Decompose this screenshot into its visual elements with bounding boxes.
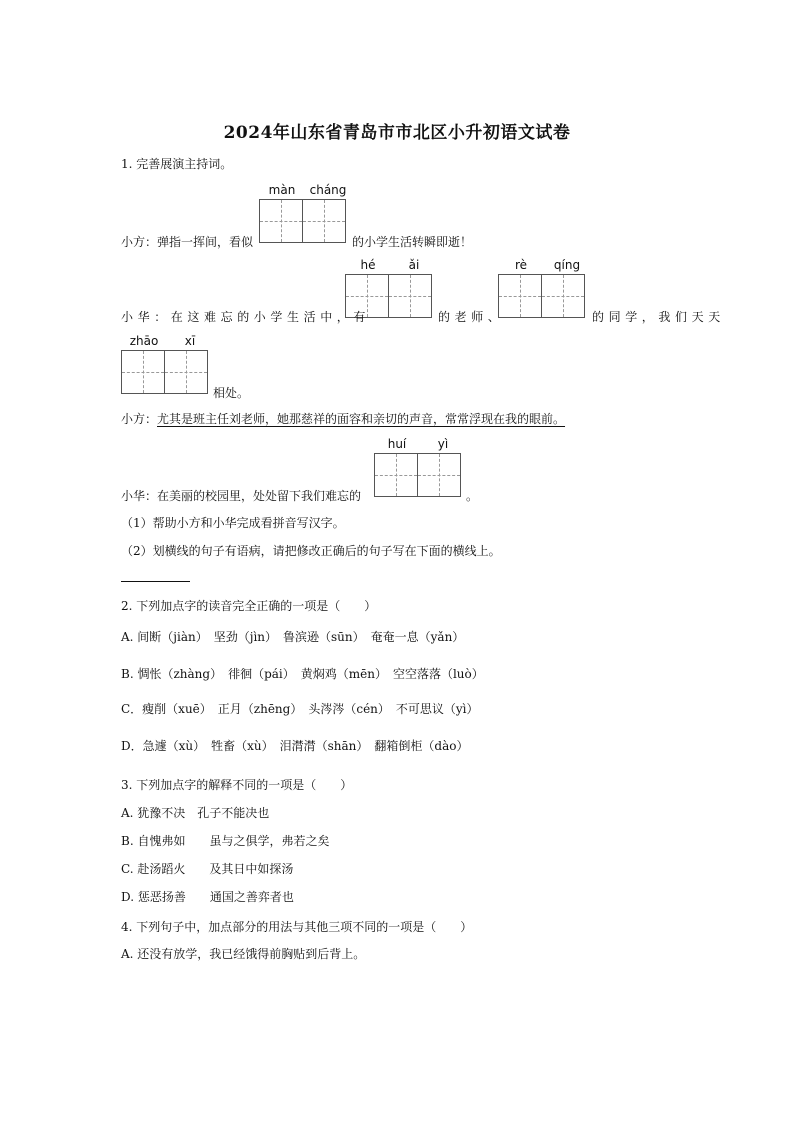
q1-line5-after: 。 [466,489,479,503]
q4-option-a[interactable]: A. 还没有放学，我已经饿得前胸贴到后背上。 [121,947,366,961]
q1-line4 [121,410,565,427]
pinyin-label: cháng [309,183,347,197]
question-3-stem: 3. 下列加点字的解释不同的一项是（ ） [121,778,353,792]
q1-line3-after: 相处。 [213,386,250,400]
tianzige-input-4[interactable] [121,350,207,394]
pinyin-label: ǎi [408,258,420,272]
pinyin-label: màn [268,183,296,197]
pinyin-label: yì [437,437,449,451]
q1-line5-before: 小华：在美丽的校园里，处处留下我们难忘的 [121,489,362,503]
tianzige-cell[interactable] [417,453,461,497]
question-2-stem: 2. 下列加点字的读音完全正确的一项是（ ） [121,599,377,613]
tianzige-input-1[interactable] [259,199,345,243]
q3-option-d[interactable]: D. 惩恶扬善 通国之善弈者也 [121,890,294,904]
q1-line2-part2: 的老师、 [438,310,505,324]
tianzige-cell[interactable] [498,274,542,318]
tianzige-cell[interactable] [374,453,418,497]
pinyin-label: rè [514,258,528,272]
q3-option-a[interactable]: A. 犹豫不决 孔子不能决也 [121,806,270,820]
page-title: 2024年山东省青岛市市北区小升初语文试卷 [223,123,571,143]
answer-blank-line[interactable] [121,581,190,582]
tianzige-cell[interactable] [302,199,346,243]
tianzige-input-3[interactable] [498,274,584,318]
pinyin-label: hé [360,258,376,272]
question-4-stem: 4. 下列句子中，加点部分的用法与其他三项不同的一项是（ ） [121,920,473,934]
pinyin-label: qíng [553,258,581,272]
tianzige-cell[interactable] [388,274,432,318]
q2-option-c[interactable]: C．瘦削（xuē） 正月（zhēng） 头涔涔（cén） 不可思议（yì） [121,702,479,716]
tianzige-cell[interactable] [164,350,208,394]
tianzige-cell[interactable] [259,199,303,243]
q1-sub-question-2: （2）划横线的句子有语病，请把修改正确后的句子写在下面的横线上。 [121,544,501,558]
pinyin-label: xī [184,334,196,348]
tianzige-cell[interactable] [121,350,165,394]
q3-option-c[interactable]: C. 赴汤蹈火 及其日中如探汤 [121,862,294,876]
q1-sub-question-1: （1）帮助小方和小华完成看拼音写汉字。 [121,516,345,530]
q1-line2-part1: 小华：在这难忘的小学生活中，有 [121,310,371,324]
q1-line2-part3: 的同学，我们天天 [592,310,725,324]
q2-option-b[interactable]: B. 惆怅（zhàng） 徘徊（pái） 黄焖鸡（mēn） 空空落落（luò） [121,667,484,681]
q1-line1-after: 的小学生活转瞬即逝！ [352,235,473,249]
q1-line1-before: 小方：弹指一挥间，看似 [121,235,254,249]
tianzige-input-5[interactable] [374,453,460,497]
pinyin-label: huí [387,437,407,451]
q1-line4-prefix: 小方： [121,412,158,426]
question-1-stem: 1. 完善展演主持词。 [121,157,233,171]
tianzige-cell[interactable] [541,274,585,318]
pinyin-label: zhāo [129,334,159,348]
q2-option-d[interactable]: D．急遽（xù） 牲畜（xù） 泪潸潸（shān） 翻箱倒柜（dào） [121,739,469,753]
underlined-sentence: 尤其是班主任刘老师，她那慈祥的面容和亲切的声音，常常浮现在我的眼前。 [157,412,566,426]
q2-option-a[interactable]: A. 间断（jiàn） 坚劲（jìn） 鲁滨逊（sūn） 奄奄一息（yǎn） [121,630,465,644]
q3-option-b[interactable]: B. 自愧弗如 虽与之俱学，弗若之矣 [121,834,330,848]
